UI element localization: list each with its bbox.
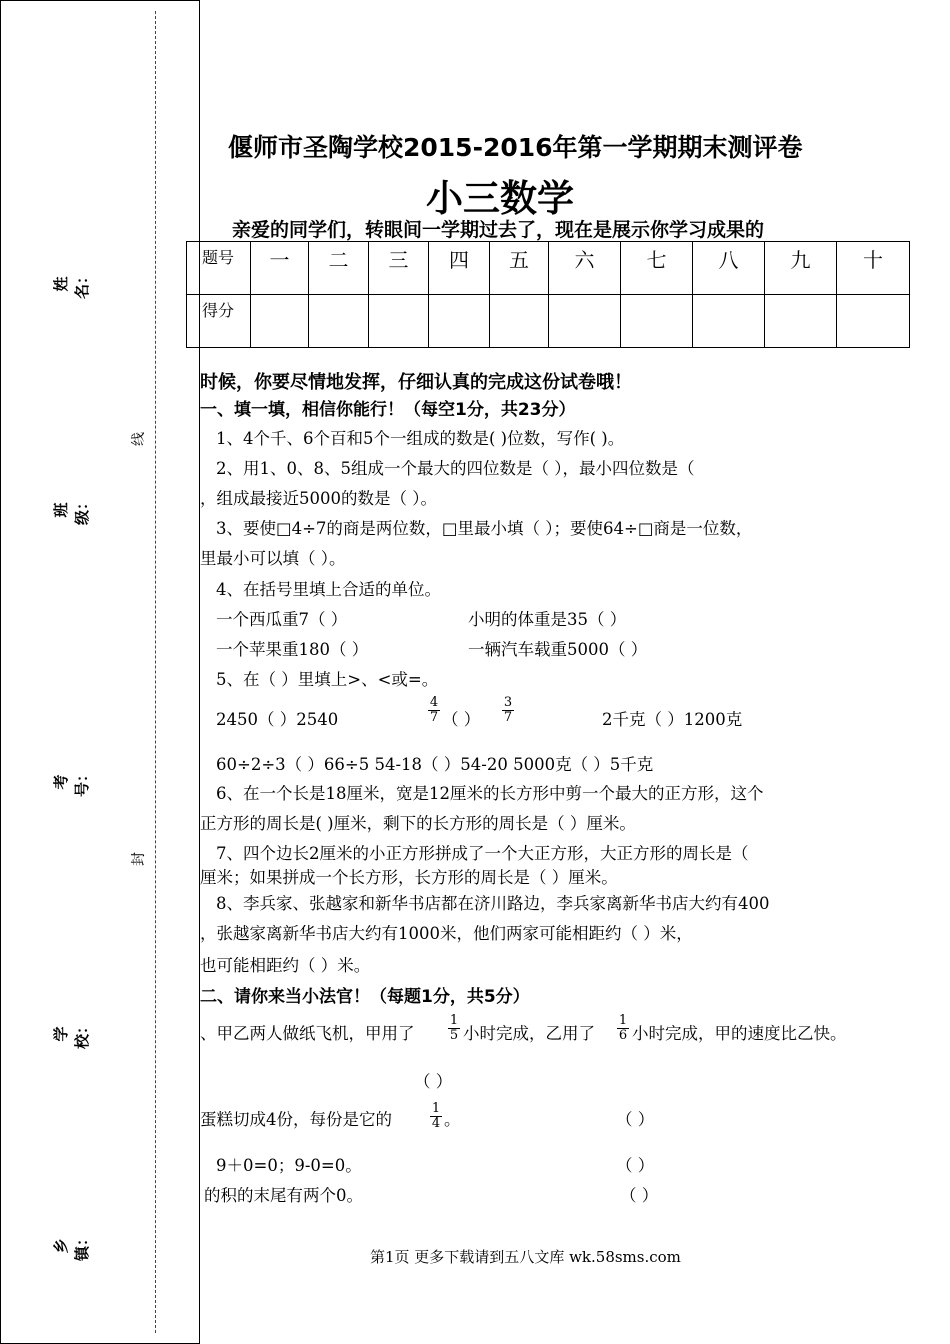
judge-question-1: 、甲乙两人做纸飞机，甲用了 [200,1024,415,1043]
name-field-label: 姓名： [52,269,91,300]
intro-continuation: 时候，你要尽情地发挥，仔细认真的完成这份试卷哦！ [200,372,632,393]
judge-question-2: 蛋糕切成4份，每份是它的 [200,1110,392,1129]
judge-question-4: 的积的末尾有两个0。 [204,1186,363,1205]
question-number-cell: 四 [429,242,490,295]
question-line: 3、要使□4÷7的商是两位数，□里最小填（ ）；要使64÷□商是一位数， [216,519,753,538]
question-number-header: 题号 [187,242,251,295]
fraction-denominator: 6 [618,1028,628,1043]
score-cell[interactable] [490,295,549,348]
score-cell[interactable] [837,295,910,348]
fraction-three-sevenths [502,696,514,725]
score-cell[interactable] [429,295,490,348]
fraction-denominator: 7 [503,710,513,725]
fraction-one-sixth [617,1014,629,1043]
question-line: ，张越家离新华书店大约有1000米，他们两家可能相距约（ ）米， [200,924,693,943]
score-table [186,241,910,348]
question-line: （ ） [442,710,481,729]
question-line: 5、在（ ）里填上>、<或=。 [216,670,439,689]
score-cell[interactable] [369,295,429,348]
exam-title: 偃师市圣陶学校2015-2016年第一学期期末测评卷 [228,133,803,162]
question-line: 2、用1、0、8、5组成一个最大的四位数是（ ），最小四位数是（ [216,459,695,478]
fraction-denominator: 4 [431,1116,441,1131]
judge-answer-paren[interactable]: （ ） [616,1156,655,1175]
question-line: 里最小可以填（ ）。 [200,549,346,568]
township-field-label: 乡镇： [52,1231,91,1262]
fraction-four-sevenths [428,696,440,725]
question-number-cell: 七 [621,242,693,295]
fraction-one-fifth [448,1014,460,1043]
fraction-numerator: 4 [429,695,439,710]
question-number-cell: 十 [837,242,910,295]
judge-question-1-end: 小时完成，甲的速度比乙快。 [632,1024,847,1043]
exam-number-field-label: 考号： [52,767,91,798]
fraction-one-quarter [430,1102,442,1131]
fraction-denominator: 7 [429,710,439,725]
judge-question-3: 9＋0=0；9-0=0。 [216,1156,362,1175]
question-line: 一个西瓜重7（ ） [216,610,348,629]
question-line: 一辆汽车载重5000（ ） [468,640,648,659]
fraction-denominator: 5 [449,1028,459,1043]
score-cell[interactable] [251,295,309,348]
judge-question-2-end: 。 [444,1110,461,1129]
score-cell[interactable] [621,295,693,348]
school-field-label: 学校： [52,1019,91,1050]
question-line: 一个苹果重180（ ） [216,640,369,659]
section1-heading: 一、填一填，相信你能行！（每空1分，共23分） [200,400,576,420]
fraction-numerator: 1 [431,1101,441,1116]
page-footer: 第1页 更多下载请到五八文库 wk.58sms.com [370,1248,681,1266]
section2-heading: 二、请你来当小法官！（每题1分，共5分） [200,987,530,1007]
score-header: 得分 [187,295,251,348]
score-table-score-row [187,295,910,348]
question-line: 正方形的周长是( )厘米，剩下的长方形的周长是（ ）厘米。 [200,814,636,833]
fraction-numerator: 1 [618,1013,628,1028]
question-number-cell: 六 [549,242,621,295]
seal-mark-line: 线 [131,432,147,446]
score-cell[interactable] [549,295,621,348]
class-field-label: 班级： [52,495,91,526]
judge-question-1-mid: 小时完成，乙用了 [463,1024,595,1043]
question-line: 2千克（ ）1200克 [602,710,743,729]
question-line: ，组成最接近5000的数是（ ）。 [200,489,437,508]
intro-text: 亲爱的同学们，转眼间一学期过去了，现在是展示你学习成果的 [232,219,765,241]
score-cell[interactable] [693,295,765,348]
judge-answer-paren[interactable]: （ ） [620,1186,659,1205]
question-line: 60÷2÷3（ ）66÷5 54-18（ ）54-20 5000克（ ）5千克 [216,755,654,774]
exam-subject: 小三数学 [426,177,574,220]
score-cell[interactable] [765,295,837,348]
question-line: 小明的体重是35（ ） [468,610,627,629]
seal-mark-seal: 封 [131,852,147,866]
question-line: 也可能相距约（ ）米。 [200,956,371,975]
question-number-cell: 一 [251,242,309,295]
fraction-numerator: 3 [503,695,513,710]
question-line: 7、四个边长2厘米的小正方形拼成了一个大正方形，大正方形的周长是（ [216,844,749,863]
question-line: 8、李兵家、张越家和新华书店都在济川路边，李兵家离新华书店大约有400 [216,894,770,913]
question-line: 2450（ ）2540 [216,710,339,729]
score-cell[interactable] [309,295,369,348]
question-number-cell: 五 [490,242,549,295]
fraction-numerator: 1 [449,1013,459,1028]
question-number-cell: 八 [693,242,765,295]
question-line: 6、在一个长是18厘米，宽是12厘米的长方形中剪一个最大的正方形，这个 [216,784,764,803]
question-line: 厘米；如果拼成一个长方形，长方形的周长是（ ）厘米。 [200,868,618,887]
question-line: 4、在括号里填上合适的单位。 [216,580,441,599]
score-table-number-row [187,242,910,295]
question-number-cell: 三 [369,242,429,295]
judge-answer-paren[interactable]: （ ） [616,1110,655,1129]
judge-answer-paren[interactable]: （ ） [414,1072,453,1091]
question-number-cell: 九 [765,242,837,295]
question-number-cell: 二 [309,242,369,295]
question-line: 1、4个千、6个百和5个一组成的数是( )位数，写作( )。 [216,429,625,448]
